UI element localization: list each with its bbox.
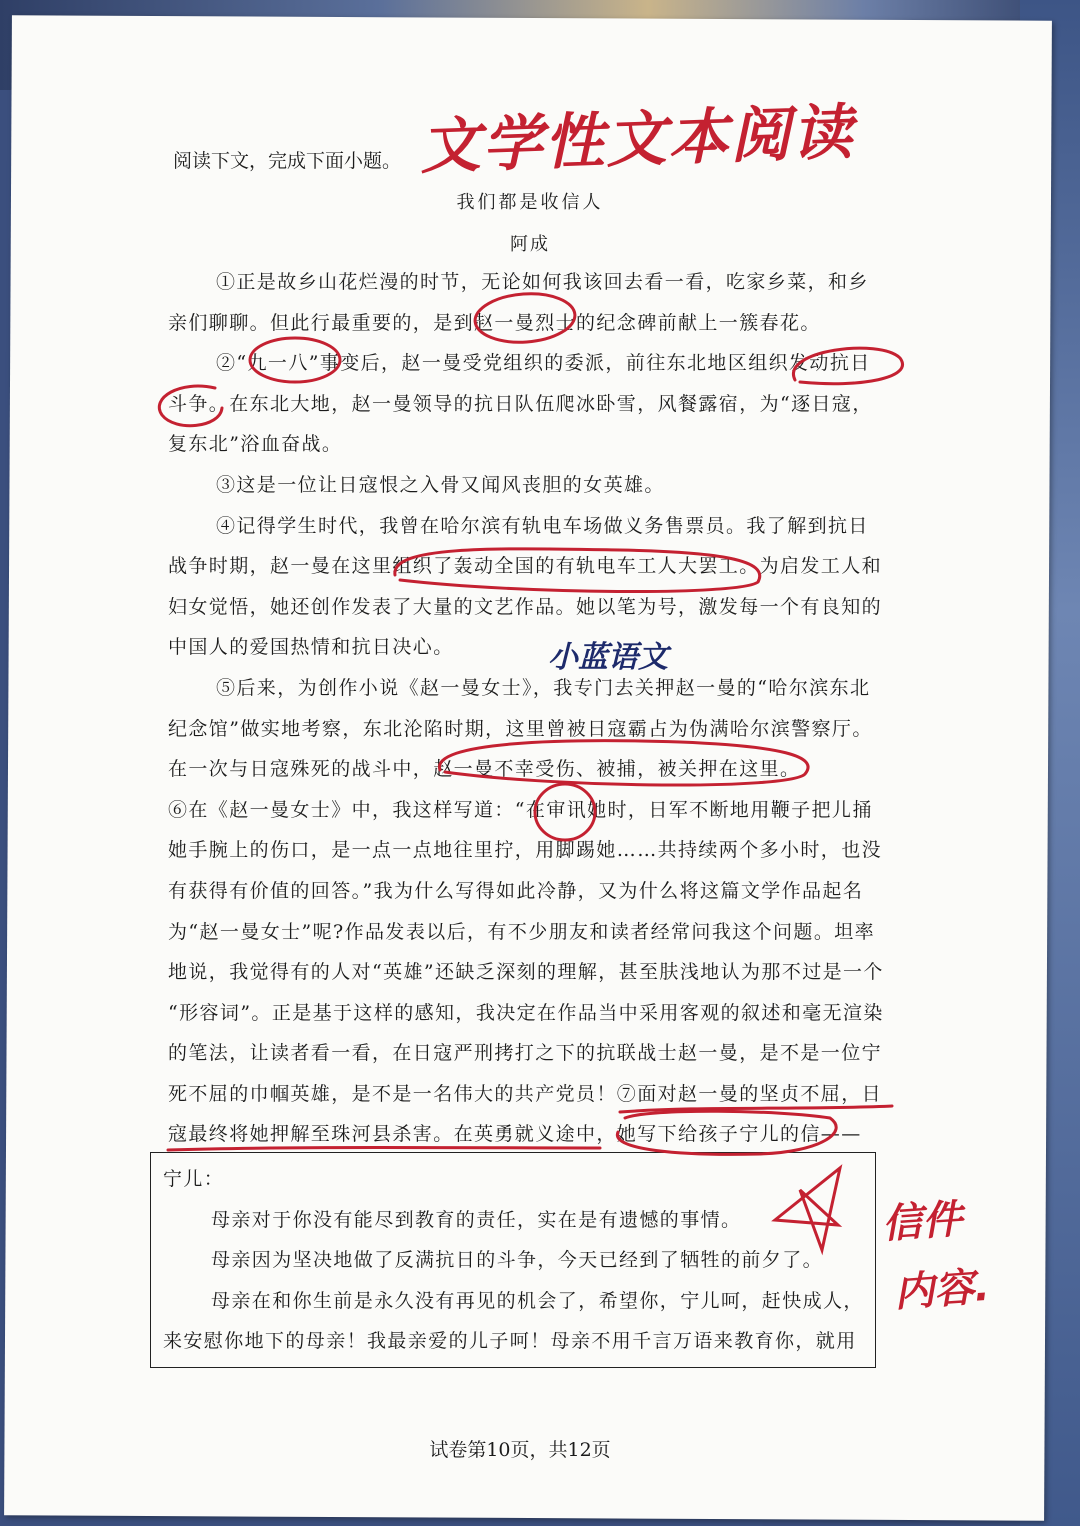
- handwritten-side-note: 内容.: [892, 1263, 991, 1317]
- body-line: 亲们聊聊。但此行最重要的，是到赵一曼烈士的纪念碑前献上一簇春花。: [168, 311, 821, 334]
- body-line: 有获得有价值的回答。”我为什么写得如此冷静，又为什么将这篇文学作品起名: [168, 879, 864, 902]
- body-line: 复东北”浴血奋战。: [168, 433, 343, 456]
- page-footer: 试卷第10页，共12页: [429, 1439, 611, 1461]
- letter-line: 母亲对于你没有能尽到教育的责任，实在是有遗憾的事情。: [211, 1208, 742, 1231]
- body-line: 她手腕上的伤口，是一点一点地往里拧，用脚踢她……共持续两个多小时，也没: [168, 839, 883, 862]
- instruction-text: 阅读下文，完成下面小题。: [173, 150, 402, 172]
- body-line: 死不屈的巾帼英雄，是不是一名伟大的共产党员！⑦面对赵一曼的坚贞不屈，日: [168, 1082, 883, 1105]
- handwritten-watermark-note: 小蓝语文: [548, 640, 668, 675]
- letter-line: 母亲在和你生前是永久没有再见的机会了，希望你，宁儿呵，赶快成人，: [211, 1289, 864, 1312]
- article-title: 我们都是收信人: [456, 192, 604, 213]
- body-line: ⑤后来，为创作小说《赵一曼女士》，我专门去关押赵一曼的“哈尔滨东北: [216, 676, 871, 699]
- body-line: ⑥在《赵一曼女士》中，我这样写道：“在审讯她时，日军不断地用鞭子把儿捅: [168, 798, 873, 821]
- body-line: 纪念馆”做实地考察，东北沦陷时期，这里曾被日寇霸占为伪满哈尔滨警察厅。: [168, 717, 873, 740]
- body-line: 地说，我觉得有的人对“英雄”还缺乏深刻的理解，甚至肤浅地认为那不过是一个: [168, 961, 884, 984]
- article-body: [168, 262, 888, 1155]
- body-line: ④记得学生时代，我曾在哈尔滨有轨电车场做义务售票员。我了解到抗日: [216, 514, 869, 537]
- body-line: 寇最终将她押解至珠河县杀害。在英勇就义途中，她写下给孩子宁儿的信——: [168, 1123, 862, 1146]
- body-line: 在一次与日寇殊死的战斗中，赵一曼不幸受伤、被捕，被关押在这里。: [168, 758, 801, 781]
- letter-text: [163, 1159, 873, 1362]
- handwritten-side-note: 信件: [880, 1196, 964, 1248]
- body-line: “形容词”。正是基于这样的感知，我决定在作品当中采用客观的叙述和毫无渲染: [168, 1001, 884, 1024]
- body-line: 妇女觉悟，她还创作发表了大量的文艺作品。她以笔为号，激发每一个有良知的: [168, 595, 883, 618]
- body-line: ②“九一八”事变后，赵一曼受党组织的委派，前往东北地区组织发动抗日: [216, 352, 871, 375]
- letter-box: [150, 1152, 876, 1368]
- letter-line: 母亲因为坚决地做了反满抗日的斗争，今天已经到了牺牲的前夕了。: [211, 1249, 824, 1271]
- letter-salutation: 宁儿：: [163, 1168, 225, 1190]
- body-line: 中国人的爱国热情和抗日决心。: [168, 636, 454, 659]
- body-line: 斗争。在东北大地，赵一曼领导的抗日队伍爬冰卧雪，风餐露宿，为“逐日寇，: [168, 392, 873, 415]
- handwritten-title-note: 文学性文本阅读: [419, 97, 856, 183]
- body-line: 的笔法，让读者看一看，在日寇严刑拷打之下的抗联战士赵一曼，是不是一位宁: [168, 1042, 883, 1065]
- body-line: 战争时期，赵一曼在这里组织了轰动全国的有轨电车工人大罢工。为启发工人和: [168, 555, 883, 578]
- body-line: 为“赵一曼女士”呢?作品发表以后，有不少朋友和读者经常问我这个问题。坦率: [168, 920, 876, 943]
- letter-line: 来安慰你地下的母亲！我最亲爱的儿子呵！母亲不用千言万语来教育你，就用: [163, 1330, 857, 1352]
- body-line: ①正是故乡山花烂漫的时节，无论如何我该回去看一看，吃家乡菜，和乡: [216, 271, 869, 293]
- article-author: 阿成: [510, 234, 550, 255]
- body-line: ③这是一位让日寇恨之入骨又闻风丧胆的女英雄。: [216, 473, 665, 496]
